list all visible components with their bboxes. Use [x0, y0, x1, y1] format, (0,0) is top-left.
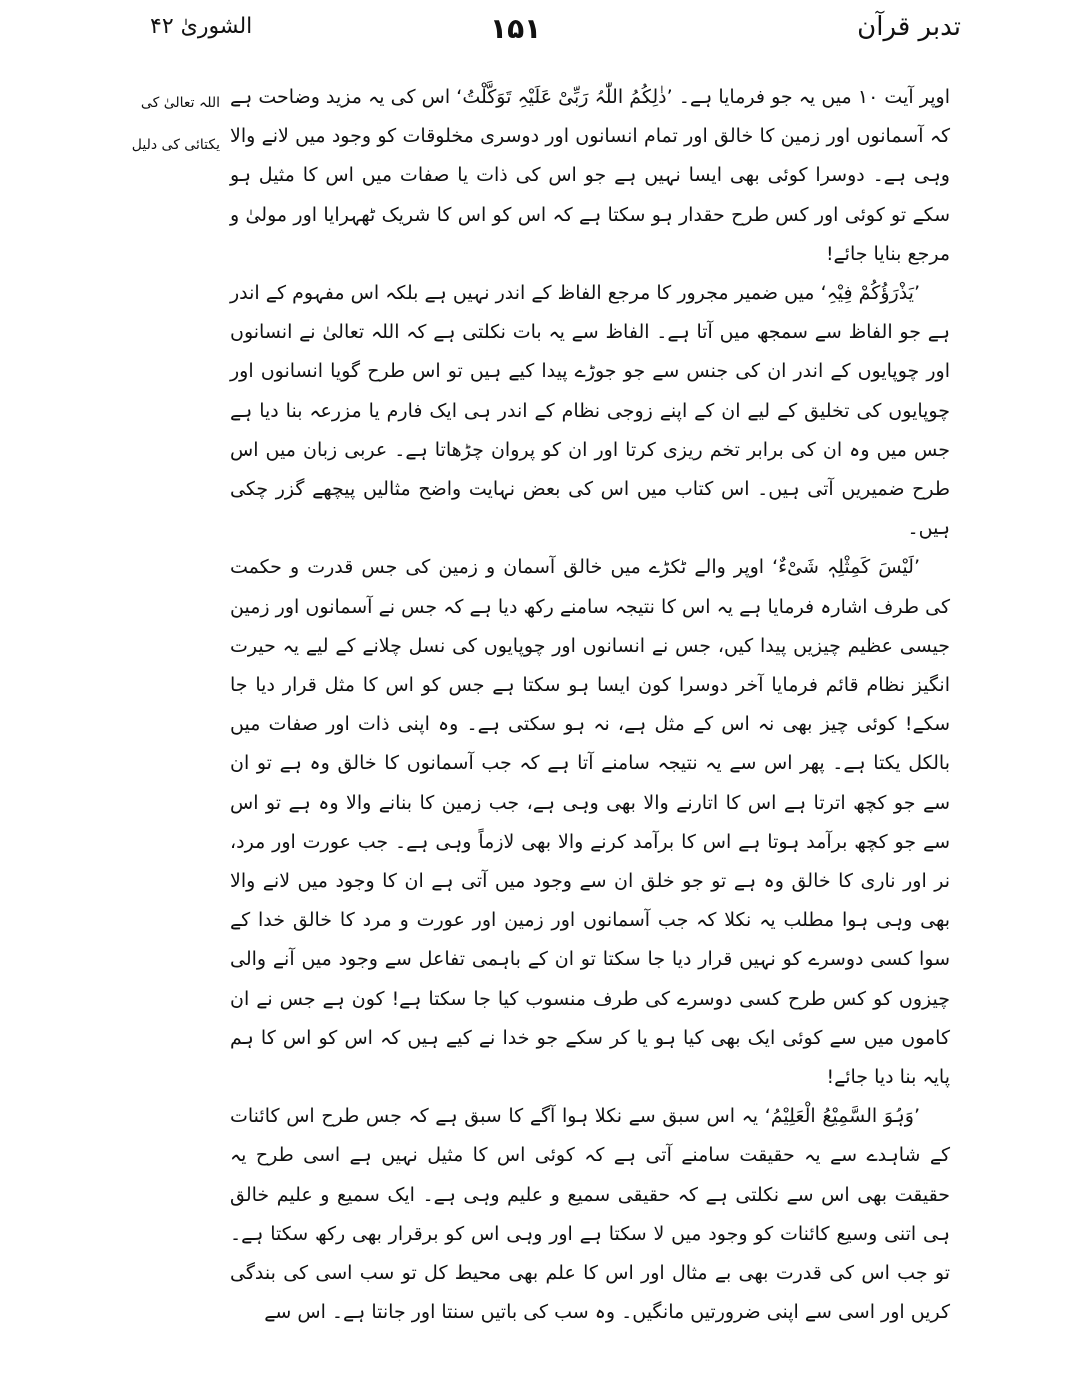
page-number: ۱۵۱: [490, 12, 542, 45]
body-text: [230, 78, 950, 1333]
margin-note: [110, 82, 220, 166]
paragraph-4: ’وَہُوَ السَّمِیْعُ الْعَلِیْمُ‘ یہ اس سبق سے نکلا ہوا آگے کا سبق ہے کہ جس طرح اس کائنات کے شاہدے سے یہ حقیقت سامنے آتی ہے کہ کوئی اس کا مثیل نہیں ہے اسی طرح یہ حقیقت بھی اس سے نکلتی ہے کہ حقیقی سمیع و علیم وہی ہے۔ ایک سمیع و علیم خالق ہی اتنی وسیع کائنات کو وجود میں لا سکتا ہے اور وہی اس کو برقرار بھی رکھ سکتا ہے۔ تو جب اس کی قدرت بھی بے مثال اور اس کا علم بھی محیط کل تو سب اسی کی بندگی کریں اور اسی سے اپنی ضرورتیں مانگیں۔ وہ سب کی باتیں سنتا اور جانتا ہے۔ اس سے: [230, 1105, 950, 1324]
margin-note-line-1: اللہ تعالیٰ کی: [140, 95, 220, 111]
book-title: تدبر قرآن: [857, 12, 961, 42]
paragraph-3: ’لَیْسَ کَمِثْلِہٖ شَیْءٌ‘ اوپر والے ٹکڑے میں خالق آسمان و زمین کی جس قدرت و حکمت کی طرف اشارہ فرمایا ہے یہ اس کا نتیجہ سامنے رکھ دیا ہے کہ جس نے آسمانوں اور زمین جیسی عظیم چیزیں پیدا کیں، جس نے انسانوں اور چوپایوں کی نسل چلانے کے لیے یہ حیرت انگیز نظام قائم فرمایا آخر دوسرا کون ایسا ہو سکتا ہے جس کو اس کا مثل قرار دیا جا سکے! کوئی چیز بھی نہ اس کے مثل ہے، نہ ہو سکتی ہے۔ وہ اپنی ذات اور صفات میں بالکل یکتا ہے۔ پھر اس سے یہ نتیجہ سامنے آتا ہے کہ جب آسمانوں کا خالق وہ ہے تو ان سے جو کچھ اترتا ہے اس کا اتارنے والا بھی وہی ہے، جب زمین کا بنانے والا وہ ہے تو اس سے جو کچھ برآمد ہوتا ہے اس کا برآمد کرنے والا بھی لازماً وہی ہے۔ جب عورت اور مرد، نر اور ناری کا خالق وہ ہے تو جو خلق ان سے وجود میں آتی ہے ان کا وجود میں لانے والا بھی وہی ہوا مطلب یہ نکلا کہ جب آسمانوں اور زمین اور عورت و مرد کا خالق خدا کے سوا کسی دوسرے کو نہیں قرار دیا جا سکتا تو ان کے باہمی تفاعل سے وجود میں آنے والی چیزوں کو کس طرح کسی دوسرے کی طرف منسوب کیا جا سکتا ہے! کون ہے جس نے ان کاموں میں سے کوئی ایک بھی کیا ہو یا کر سکے جو خدا نے کیے ہیں کہ اس کو اس کا ہم پایہ بنا دیا جائے!: [230, 556, 950, 1089]
margin-note-line-2: یکتائی کی دلیل: [131, 137, 220, 153]
page-header: [0, 12, 1071, 60]
paragraph-2: ’یَذْرَؤُکُمْ فِیْہِ‘ میں ضمیر مجرور کا مرجع الفاظ کے اندر نہیں ہے بلکہ اس مفہوم کے اندر ہے جو الفاظ سے سمجھ میں آتا ہے۔ الفاظ سے یہ بات نکلتی ہے کہ اللہ تعالیٰ نے انسانوں اور چوپایوں کے اندر ان کی جنس سے جو جوڑے پیدا کیے ہیں تو اس طرح گویا انسانوں اور چوپایوں کی تخلیق کے لیے ان کے اپنے زوجی نظام کے اندر ہی ایک فارم یا مزرعہ بنا دیا ہے جس میں وہ ان کی برابر تخم ریزی کرتا اور ان کو پروان چڑھاتا ہے۔ عربی زبان میں اس طرح ضمیریں آتی ہیں۔ اس کتاب میں اس کی بعض نہایت واضح مثالیں پیچھے گزر چکی ہیں۔: [230, 282, 950, 540]
paragraph-1: اوپر آیت ۱۰ میں یہ جو فرمایا ہے۔ ’ذٰلِکُمُ اللّٰہُ رَبِّیْ عَلَیْہِ تَوَکَّلْتُ‘ اس کی یہ مزید وضاحت ہے کہ آسمانوں اور زمین کا خالق اور تمام انسانوں اور دوسری مخلوقات کو وجود میں لانے والا وہی ہے۔ دوسرا کوئی بھی ایسا نہیں ہے جو اس کی ذات یا صفات میں اس کا مثیل ہو سکے تو کوئی اور کس طرح حقدار ہو سکتا ہے کہ اس کو اس کا شریک ٹھہرایا اور مولیٰ و مرجع بنایا جائے!: [230, 86, 951, 265]
surah-title: الشوریٰ ۴۲: [150, 14, 253, 39]
